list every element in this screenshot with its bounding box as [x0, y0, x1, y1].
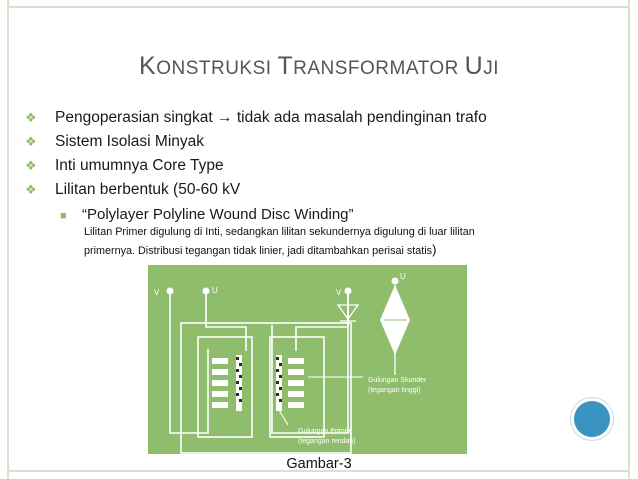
- primary-winding-left: [212, 358, 228, 408]
- primary-sub: (tegangan rendah): [298, 438, 356, 445]
- description-line: Lilitan Primer digulung di Inti, sedangkan lilitan sekundernya digulung di luar lilitan: [84, 226, 475, 238]
- sub-bullet-item: [60, 206, 354, 223]
- bullet-text: Sistem Isolasi Minyak: [55, 133, 205, 150]
- terminal-u-left: [203, 288, 210, 295]
- wire-u-left: [206, 291, 246, 351]
- slide-title: [0, 52, 638, 81]
- terminal-v-right: [345, 288, 352, 295]
- title-part: JI: [483, 58, 499, 79]
- secondary-sub: (tegangan tinggi): [368, 387, 421, 394]
- bullet-text-part: tidak ada masalah pendinginan trafo: [232, 109, 487, 126]
- square-bullet-icon: ■: [60, 210, 67, 222]
- title-part: U: [464, 52, 484, 80]
- description-line: primernya. Distribusi tegangan tidak linier, jadi ditambahkan perisai statis: [84, 245, 433, 257]
- bullet-item: [25, 133, 204, 151]
- title-part: RANSFORMATOR: [293, 58, 465, 79]
- bullet-item: [25, 181, 240, 199]
- title-part: K: [139, 52, 157, 80]
- ring-bullet-icon: ❖: [25, 158, 37, 173]
- primary-label: Gulungan Primer: [298, 428, 351, 435]
- secondary-label: Gulungan Skunder: [368, 377, 427, 384]
- label-v-right: V: [336, 288, 342, 297]
- checker-shields: [236, 355, 282, 411]
- label-v-left: V: [154, 288, 160, 297]
- blue-circle-icon: [571, 398, 613, 440]
- description-text: [84, 224, 564, 260]
- bullet-text: [55, 109, 487, 127]
- bullet-item: [25, 157, 224, 175]
- bullet-item: [25, 109, 487, 127]
- bullet-text: Lilitan berbentuk (50-60 kV: [55, 181, 241, 198]
- description-close: ): [432, 242, 437, 257]
- secondary-winding-right: [288, 358, 304, 408]
- ring-bullet-icon: ❖: [25, 110, 37, 125]
- title-part: T: [277, 52, 294, 80]
- ring-bullet-icon: ❖: [25, 182, 37, 197]
- terminal-v-left: [167, 288, 174, 295]
- core-window-left: [198, 337, 252, 437]
- transformer-diagram: [148, 265, 467, 454]
- bullet-text-part: Pengoperasian singkat: [55, 109, 218, 126]
- bullet-text: Inti umumnya Core Type: [55, 157, 224, 174]
- label-u-right: U: [400, 272, 406, 281]
- title-part: ONSTRUKSI: [156, 58, 278, 79]
- wire-return: [272, 291, 348, 433]
- ring-bullet-icon: ❖: [25, 134, 37, 149]
- wire-v-left: [170, 291, 208, 433]
- label-u-left: U: [212, 286, 218, 295]
- figure-caption: Gambar-3: [286, 456, 352, 472]
- arrow-icon: →: [217, 109, 233, 126]
- slide-border-top: [7, 6, 630, 8]
- sub-bullet-text: “Polylayer Polyline Wound Disc Winding”: [82, 206, 354, 223]
- bushing-right: [380, 285, 410, 375]
- transformer-diagram-svg: [148, 265, 467, 454]
- terminal-u-right: [392, 278, 399, 285]
